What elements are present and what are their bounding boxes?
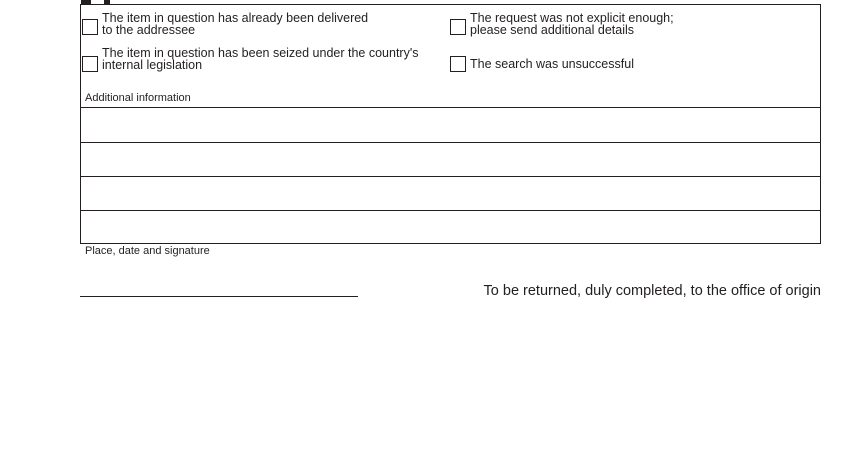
return-note: To be returned, duly completed, to the office of origin	[483, 283, 821, 299]
option-seized-label: The item in question has been seized under the country's internal legislation	[102, 46, 419, 72]
checkbox-not-explicit[interactable]	[450, 19, 466, 35]
checkbox-delivered[interactable]	[82, 19, 98, 35]
option-not-explicit-label: The request was not explicit enough; please send additional details	[470, 11, 674, 37]
place-date-signature-label: Place, date and signature	[85, 245, 210, 257]
additional-information-label: Additional information	[85, 92, 191, 104]
signature-line[interactable]	[80, 296, 358, 297]
checkbox-unsuccessful[interactable]	[450, 56, 466, 72]
info-line-2	[80, 142, 821, 143]
cropped-top-edge	[80, 0, 821, 4]
option-delivered-label: The item in question has already been delivered to the addressee	[102, 11, 369, 37]
form-frame	[80, 4, 821, 244]
info-line-1	[80, 107, 821, 108]
cropped-text-fragment	[786, 0, 816, 5]
option-unsuccessful-label: The search was unsuccessful	[470, 57, 634, 71]
cropped-text-fragment	[81, 0, 91, 4]
info-line-3	[80, 176, 821, 177]
info-line-4	[80, 210, 821, 211]
cropped-text-fragment	[104, 0, 110, 4]
checkbox-seized[interactable]	[82, 56, 98, 72]
